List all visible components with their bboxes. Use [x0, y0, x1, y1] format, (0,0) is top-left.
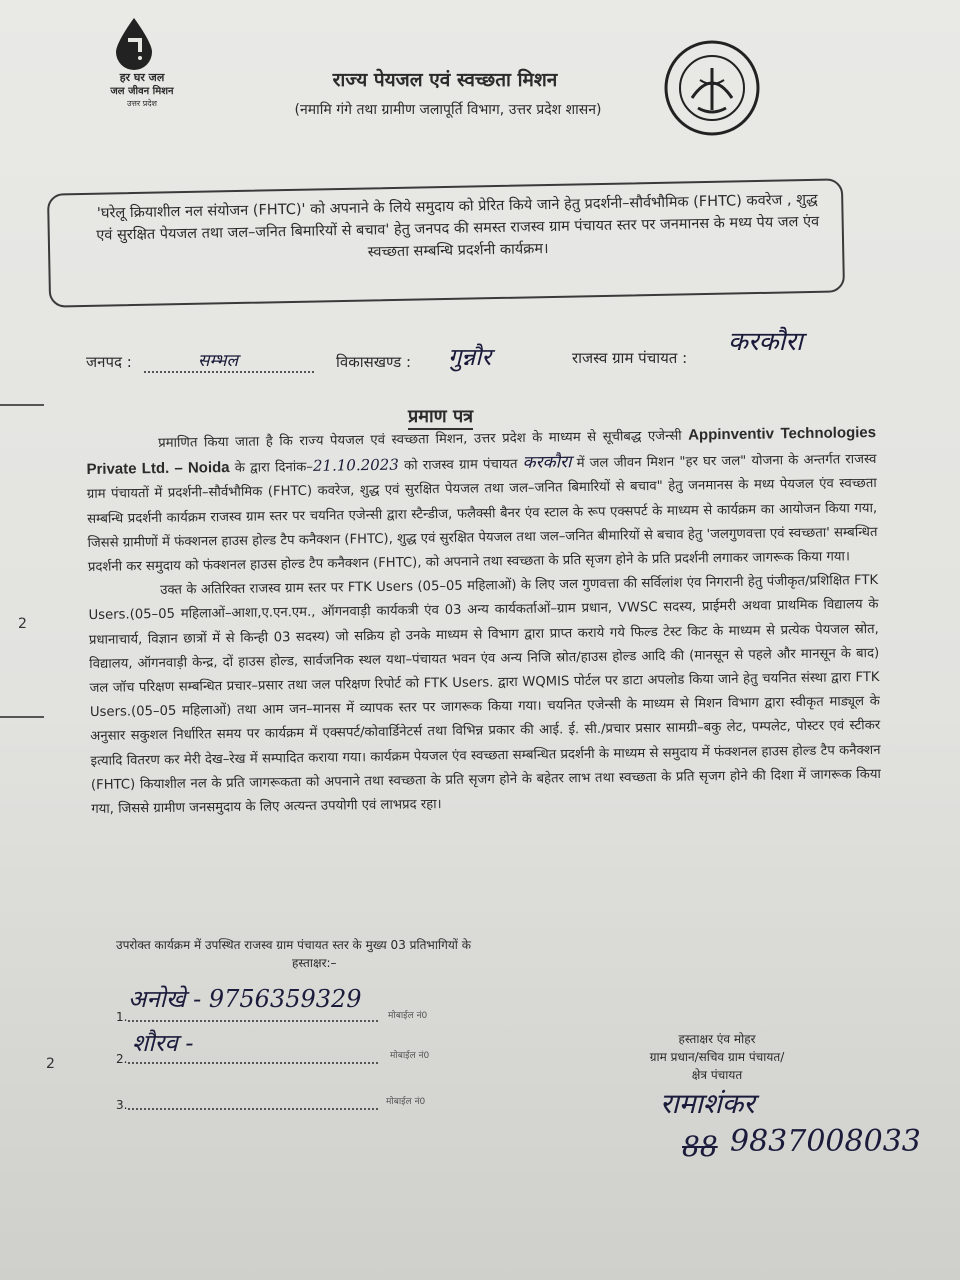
village-name: करकौरा	[522, 452, 572, 474]
margin-mark-1: 2	[18, 616, 27, 632]
district-label: जनपद :	[86, 353, 132, 371]
block-label: विकासखण्ड :	[336, 353, 412, 371]
participant-2-line	[128, 1062, 378, 1064]
participant-2-number: 2.	[116, 1052, 128, 1066]
margin-pen-stroke-2	[0, 716, 44, 718]
authority-struck-digits: 88	[682, 1130, 718, 1163]
body-p1-panchayat-label: को राजस्व ग्राम पंचायत	[403, 457, 518, 474]
program-description: 'घरेलू क्रियाशील नल संयोजन (FHTC)' को अपनाने के लिये समुदाय को प्रेरित किये जाने हेतु प्रदर्शनी–सौर्वभौमिक (FHTC) कवरेज , शुद्ध एवं सुरक्षित पेयजल तथा जल–जनित बिमारियों से बचाव' हेतु जनपद की समस्त राजस्व ग्राम पंचायत स्तर पर जनमानस के मध्य पेय जल एंव स्वच्छता सम्बन्धि प्रदर्शनी कार्यक्रम।	[96, 191, 820, 261]
water-drop-icon	[114, 18, 154, 70]
logo-line-1: हर घर जल	[119, 71, 165, 84]
body-p1-intro: प्रमाणित किया जाता है कि राज्य पेयजल एवं स्वच्छता मिशन, उत्तर प्रदेश के माध्यम से सूचीबद्ध एजेन्सी	[158, 428, 682, 451]
har-ghar-jal-logo	[92, 18, 182, 118]
authority-designation-2: क्षेत्र पंचायत	[691, 1068, 743, 1082]
participant-3-number: 3.	[116, 1098, 128, 1112]
participant-1-line	[128, 1020, 378, 1022]
district-value: सम्भल	[144, 348, 314, 373]
participant-2-mobile-label: मोबाईल नं0	[390, 1051, 430, 1061]
participants-signature-label: हस्ताक्षर:–	[292, 956, 337, 970]
authority-phone: 9837008033	[730, 1124, 921, 1159]
authority-signature-label: हस्ताक्षर एंव मोहर	[678, 1032, 756, 1046]
mission-title: राज्य पेयजल एवं स्वच्छता मिशन	[332, 69, 558, 91]
location-fields	[86, 327, 906, 378]
body-paragraph-1	[86, 421, 878, 580]
agency-name: Appinventiv Technologies Private Ltd. – Noida	[86, 423, 877, 479]
program-date: 21.10.2023	[312, 455, 399, 476]
mission-subtitle: (नमामि गंगे तथा ग्रामीण जलापूर्ति विभाग, उत्तर प्रदेश शासन)	[294, 102, 602, 118]
participant-3-mobile-label: मोबाईल नं0	[386, 1097, 426, 1107]
certificate-body	[86, 421, 881, 822]
participants-intro: उपरोक्त कार्यक्रम में उपस्थित राजस्व ग्राम पंचायत स्तर के मुख्य 03 प्रतिभागियों के	[116, 938, 471, 952]
authority-block	[612, 1030, 822, 1084]
body-paragraph-2: उक्त के अतिरिक्त राजस्व ग्राम स्तर पर FTK Users (05–05 महिलाओं) के लिए जल गुणवत्ता की सर्विलांश एंव निगरानी हेतु पंजीकृत/प्रशिक्षित FTK Users.(05–05 महिलाओं–आशा,ए.एन.एम., ऑगनवाड़ी कार्यकत्री एंव 03 अन्य कार्यकर्ताओं–ग्राम प्रधान, VWSC सदस्य, प्राईमरी अथवा प्राथमिक विद्यालय के प्रधानाचार्य, विज्ञान छात्रों में से किन्ही 03 सदस्य) जो सक्रिय हो उनके माध्यम से विभाग द्वारा प्राप्त कराये गये फिल्ड टेस्ट किट के माध्यम से प्रत्येक पेयजल स्रोत, विद्यालय, ऑगनवाड़ी केन्द्र, दों हाउस होल्ड, सार्वजनिक स्थल यथा–पंचायत भवन एंव अन्य निजि स्रोत/हाउस होल्ड आदि की (मानसून से पहले और मानसून के बाद) जल जॉच परिक्षण सम्बन्धित प्रचार–प्रसार तथा जल परिक्षण रिपोर्ट को FTK Users. द्वारा WQMIS पोर्टल पर डाटा अपलोड किया जाने हेतु चयनित संस्था द्वारा FTK Users.(05–05 महिलाओं) तथा आम जन–मानस में व्यापक स्तर पर जागरूक किया गया। चयनित एजेन्सी के माध्यम से मिशन विभाग द्वारा स्वीकृत माड्यूल के अनुसार सकुशल निर्धारित समय पर कार्यक्रम में एक्सपर्ट/कोवार्डिनेटर्स तथा विभिन्न प्रकार की आई. ई. सी./प्रचार प्रसार सामग्री–बकु लेट, पम्पलेट, पोस्टर एवं स्टीकर इत्यादि वितरण कर मेरी देख–रेख में सम्पादित कराया गया। कार्यक्रम पेयजल एंव स्वच्छता सम्बन्धित प्रदर्शनी के माध्यम से समुदाय में फंक्शनल हाउस होल्ड टैप कनैक्शन (FHTC) कियाशील नल के प्रति जागरूकता को अपनाने तथा स्वच्छता के प्रति सृजग होने के बहेतर लाभ तथा स्वच्छता के प्रति सृजग होने की दिशा में जागरूक किया गया, जिससे ग्रामीण जनसमुदाय के लिए अत्यन्त उपयोगी एवं लाभप्रद रहा।	[88, 573, 881, 818]
participant-3-line	[128, 1108, 378, 1110]
margin-pen-stroke-1	[0, 404, 44, 406]
authority-signature-name: रामाशंकर	[660, 1087, 755, 1120]
certificate-title: प्रमाण पत्र	[408, 404, 473, 430]
program-description-box	[47, 178, 845, 307]
body-p1-text: में जल जीवन मिशन "हर घर जल" योजना के अन्तर्गत राजस्व ग्राम पंचायतों में प्रदर्शनी–सौर्वभौमिक (FHTC) कवरेज, शुद्ध एवं सुरक्षित पेयजल तथा जल–जनित बिमारियों से बचाव" हेतु जनमानस के मध्य पेयजल एंव स्वच्छता सम्बन्धि प्रदर्शनी कार्यक्रम राजस्व ग्राम स्तर पर चयनित एजेन्सी द्वारा स्टैन्डीज, फलैक्सी बैनर एंव स्टाल के रूप एक्सपर्ट के माध्यम से कार्यक्रम का आयोजन किया गया, जिससे ग्रामीणों में फंक्शनल हाउस होल्ड टैप कनैक्शन (FHTC), शुद्ध एवं सुरक्षित पेयजल तथा जल–जनित बीमारियों से बचाव हेतु 'जलगुणवत्ता एवं स्वच्छता' सम्बन्धित प्रदर्शनी कर समुदाय को फंक्शनल हाउस होल्ड टैप कनैक्शन (FHTC), को अपनाने तथा स्वच्छता के प्रति सृजग होने के प्रति प्रदर्शनी लगाकर जागरूक किया गया।	[86, 452, 878, 576]
participant-1-mobile-label: मोबाईल नं0	[388, 1011, 428, 1021]
logo-line-3: उत्तर प्रदेश	[127, 99, 157, 108]
participant-2-signature: शौरव -	[132, 1029, 194, 1057]
margin-mark-2: 2	[46, 1056, 55, 1072]
panchayat-label: राजस्व ग्राम पंचायत :	[572, 349, 688, 367]
up-government-seal	[662, 38, 762, 138]
participant-1-signature: अनोखे - 9756359329	[128, 985, 362, 1013]
logo-line-2: जल जीवन मिशन	[110, 86, 174, 97]
body-p1-date-label: के द्वारा दिनांक–	[234, 460, 314, 477]
participant-1-number: 1.	[116, 1010, 128, 1024]
authority-designation: ग्राम प्रधान/सचिव ग्राम पंचायत/	[649, 1050, 785, 1064]
panchayat-value: करकौरा	[728, 327, 803, 357]
block-value: गुन्नौर	[448, 343, 492, 371]
